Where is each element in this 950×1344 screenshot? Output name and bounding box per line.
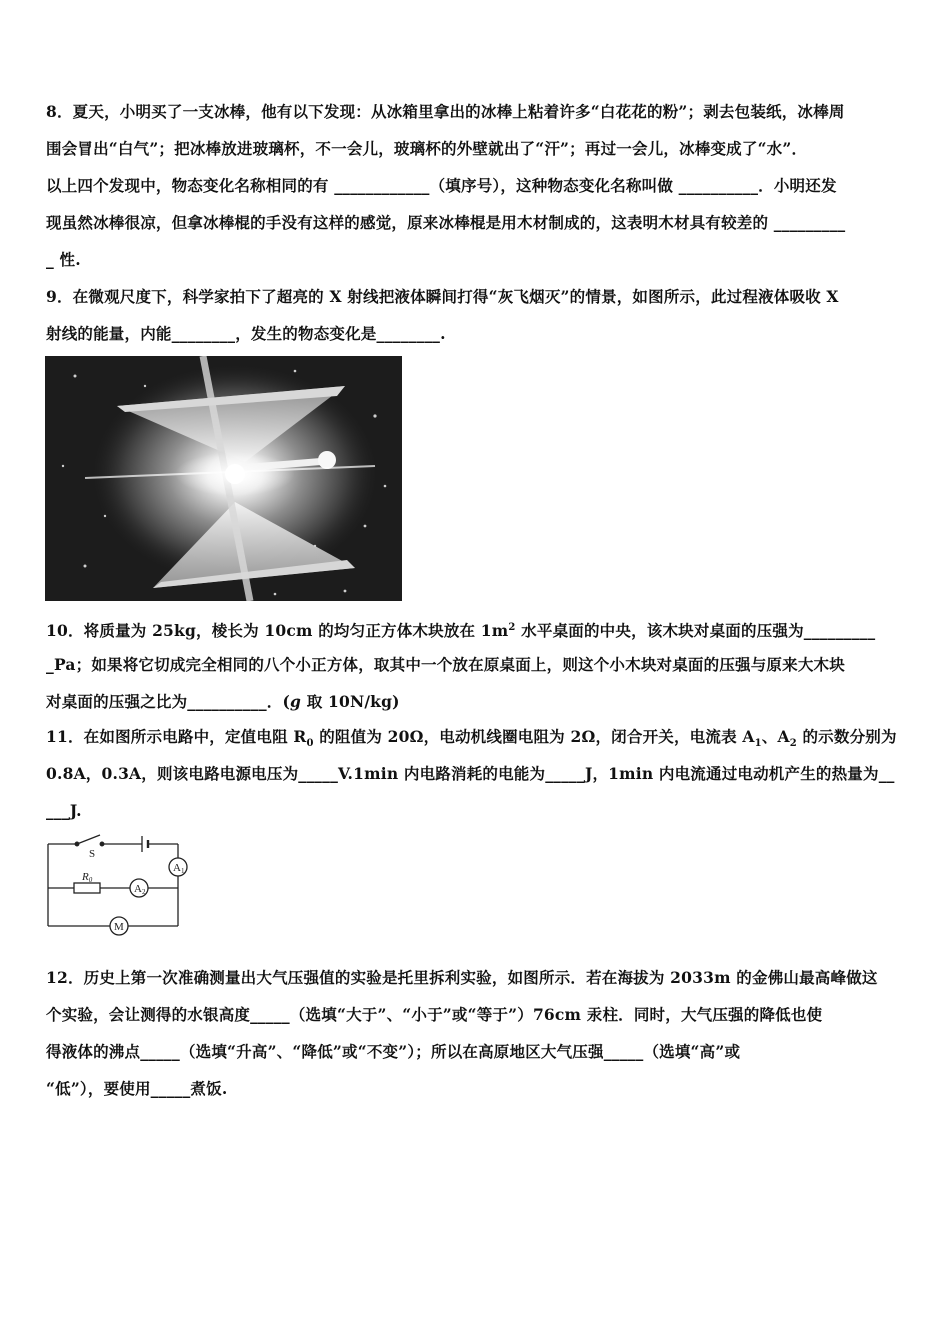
- q8-line-5: _ 性.: [46, 250, 81, 269]
- q8-line-4: 现虽然冰棒很凉，但拿冰棒棍的手没有这样的感觉，原来冰棒棍是用木材制成的，这表明木材具有较差的 _________: [46, 213, 846, 232]
- q11-line-2: 0.8A，0.3A，则该电路电源电压为_____V.1min 内电路消耗的电能为_____J，1min 内电流通过电动机产生的热量为__: [46, 764, 895, 783]
- motor-label: M: [114, 921, 124, 933]
- switch-label: S: [89, 848, 96, 860]
- q11-text-c: 、A: [761, 727, 790, 746]
- xray-liquid-explosion-photo: [45, 356, 402, 601]
- q10-line-3: [46, 692, 906, 712]
- resistor-r0-label: R0: [82, 871, 93, 884]
- q10-line-1: [46, 618, 906, 641]
- subscript-2: 2: [789, 738, 797, 750]
- q11-text-b: 的阻值为 20Ω，电动机线圈电阻为 2Ω，闭合开关，电流表 A: [313, 727, 755, 746]
- resistor-r0-icon: [74, 883, 100, 893]
- gravity-symbol: g: [290, 692, 302, 711]
- q10-line-1-text: 10．将质量为 25kg，棱长为 10cm 的均匀正方体木块放在 1m: [46, 621, 509, 641]
- circuit-diagram: [44, 830, 202, 942]
- q9-line-2: 射线的能量，内能________，发生的物态变化是________.: [46, 324, 446, 343]
- q10-line-3-text: 对桌面的压强之比为__________．(: [46, 692, 291, 711]
- q8-line-1: 8．夏天，小明买了一支冰棒，他有以下发现：从冰箱里拿出的冰棒上粘着许多“白花花的粉”；剥去包装纸，冰棒周: [46, 102, 845, 121]
- q12-line-1: 12．历史上第一次准确测量出大气压强值的实验是托里拆利实验，如图所示．若在海拔为 2033m 的金佛山最高峰做这: [46, 968, 878, 987]
- q11-text-d: 的示数分别为: [796, 727, 897, 746]
- q12-line-2: 个实验，会让测得的水银高度_____（选填“大于”、“小于”或“等于”）76cm 汞柱．同时，大气压强的降低也使: [46, 1005, 823, 1024]
- subscript-0: 0: [306, 738, 314, 750]
- q12-line-3: 得液体的沸点_____（选填“升高”、“降低”或“不变”）；所以在高原地区大气压强_____（选填“高”或: [46, 1042, 741, 1061]
- q8-line-2: 围会冒出“白气”；把冰棒放进玻璃杯，不一会儿，玻璃杯的外壁就出了“汗”；再过一会儿，冰棒变成了“水”．: [46, 139, 808, 158]
- q10-line-1-rest: 水平桌面的中央，该木块对桌面的压强为_________: [515, 621, 876, 641]
- ammeter-a2-label: A2: [134, 883, 146, 896]
- ammeter-a1-label: A1: [173, 862, 185, 875]
- q11-line-3: ___J.: [46, 801, 82, 820]
- q10-line-3-rest: 取 10N/kg): [301, 692, 400, 711]
- q12-line-4: “低”），要使用_____煮饭.: [46, 1079, 228, 1098]
- switch-blade-icon: [77, 835, 100, 844]
- q8-line-3: 以上四个发现中，物态变化名称相同的有 ____________（填序号），这种物态变化名称叫做 __________．小明还发: [46, 176, 837, 195]
- q9-line-1: 9．在微观尺度下，科学家拍下了超亮的 X 射线把液体瞬间打得“灰飞烟灭”的情景，如图所示，此过程液体吸收 X: [46, 287, 839, 306]
- superscript-2: 2: [508, 622, 516, 633]
- q10-line-2: _Pa；如果将它切成完全相同的八个小正方体，取其中一个放在原桌面上，则这个小木块对桌面的压强与原来大木块: [46, 655, 845, 674]
- q11-line-1: [46, 727, 906, 754]
- q11-text-a: 11．在如图所示电路中，定值电阻 R: [46, 727, 307, 746]
- subscript-1: 1: [754, 738, 762, 750]
